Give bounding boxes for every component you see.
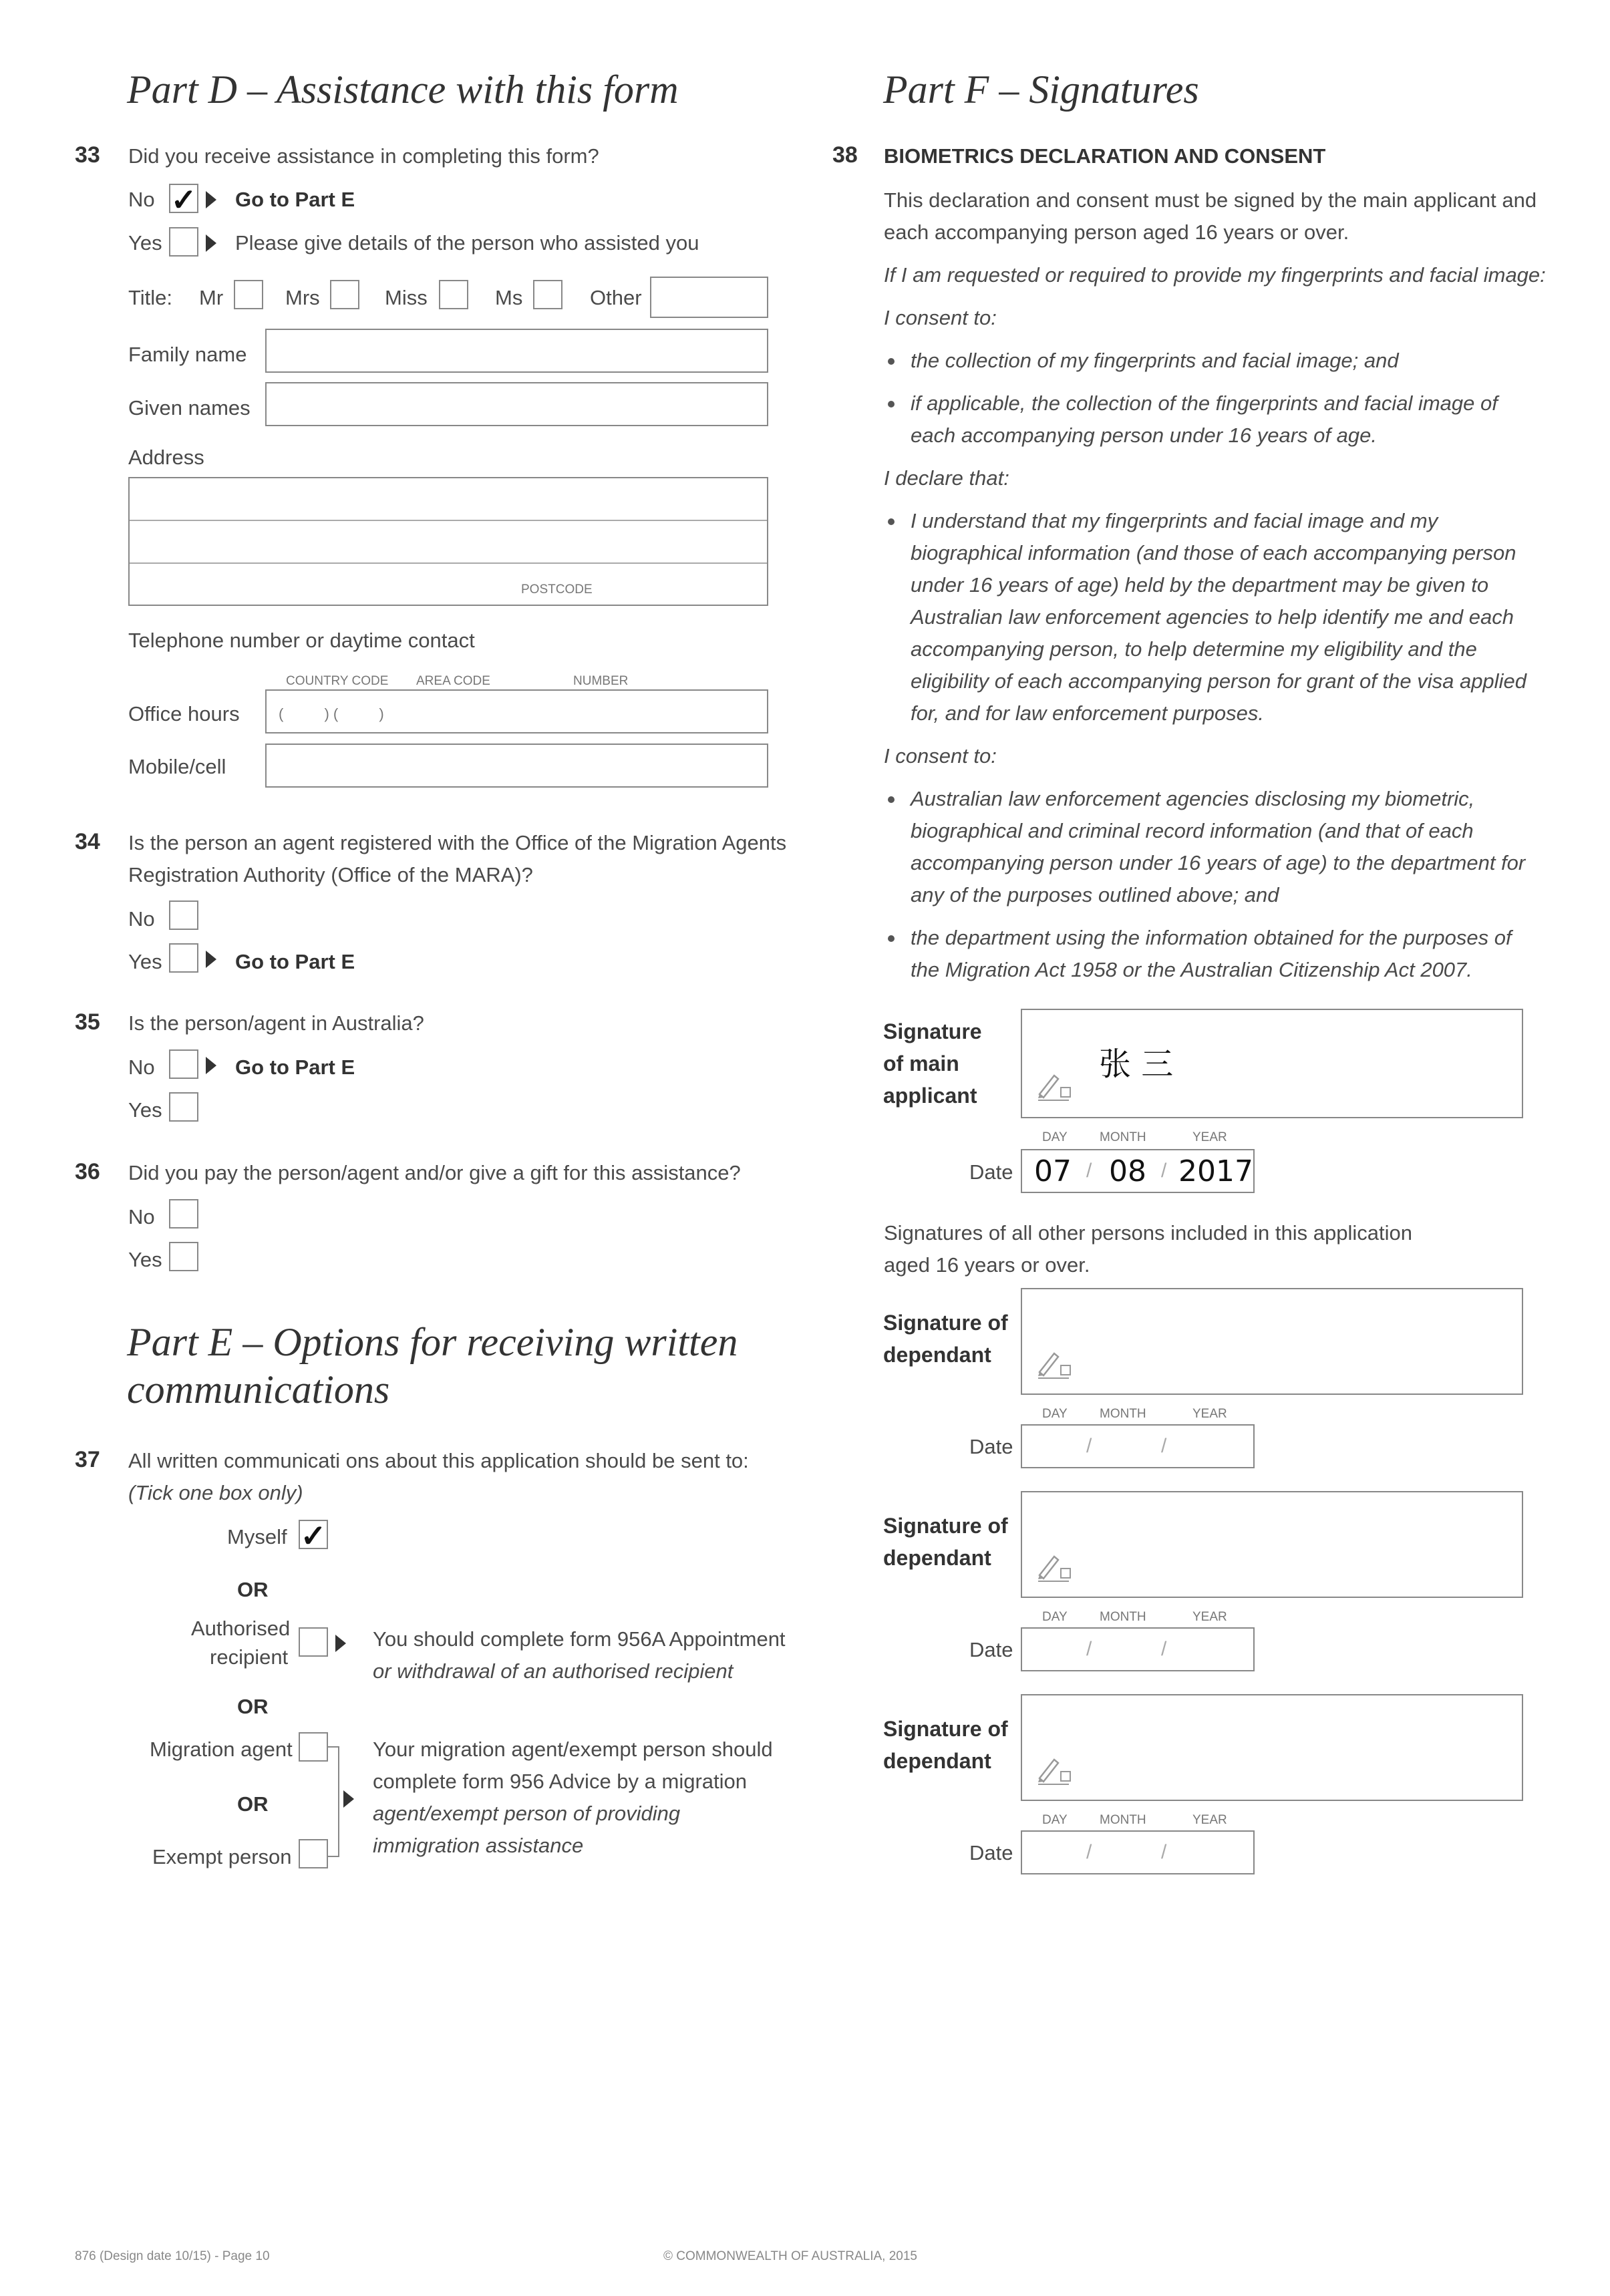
- given-names-label: Given names: [128, 396, 251, 420]
- declaration-bullet-line: any of the purposes outlined above; and: [911, 883, 1279, 907]
- title-mr-checkbox[interactable]: [234, 280, 263, 309]
- question-36-text: Did you pay the person/agent and/or give a gift for this assistance?: [128, 1161, 741, 1184]
- q38-intro-line1: This declaration and consent must be signed by the main applicant and: [884, 188, 1537, 212]
- dependant-day-label: DAY: [1042, 1610, 1068, 1624]
- declaration-bullet-item: [884, 387, 1525, 452]
- arrow-icon: [206, 191, 216, 208]
- q34-yes-checkbox[interactable]: [169, 943, 198, 973]
- migration-agent-label: Migration agent: [150, 1738, 293, 1761]
- question-35-number: 35: [75, 1009, 100, 1035]
- others-note-line2: aged 16 years or over.: [884, 1253, 1090, 1277]
- part-f-heading: Part F – Signatures: [883, 67, 1199, 112]
- question-38-title: BIOMETRICS DECLARATION AND CONSENT: [884, 144, 1326, 168]
- myself-checkbox[interactable]: ✓: [299, 1520, 328, 1549]
- title-miss-label: Miss: [385, 286, 428, 309]
- bracket-connector: [328, 1746, 339, 1857]
- date-separator: /: [1161, 1638, 1167, 1660]
- pen-icon: [1034, 1753, 1074, 1786]
- authorised-note-line1: You should complete form 956A Appointment: [373, 1627, 786, 1651]
- question-37-instruction: (Tick one box only): [128, 1481, 303, 1504]
- title-ms-label: Ms: [495, 286, 523, 309]
- declaration-bullet-line: eligibility of each accompanying person for grant of the visa applied: [911, 669, 1526, 693]
- declaration-section-label: I declare that:: [884, 466, 1009, 490]
- authorised-recipient-label-line1: Authorised: [191, 1617, 291, 1640]
- country-code-label: COUNTRY CODE: [286, 674, 389, 688]
- dependant-date-label: Date: [969, 1841, 1013, 1864]
- declaration-bullet-item: [884, 345, 1525, 377]
- question-34-number: 34: [75, 829, 100, 854]
- declaration-section-label: I consent to:: [884, 306, 997, 329]
- dependant-signature-label: [883, 1307, 1008, 1371]
- title-label: Title:: [128, 286, 173, 309]
- main-applicant-signature: 张 三: [1099, 1045, 1174, 1083]
- others-note-line1: Signatures of all other persons included in this application: [884, 1221, 1412, 1245]
- q36-no-checkbox[interactable]: [169, 1199, 198, 1228]
- telephone-label: Telephone number or daytime contact: [128, 629, 475, 652]
- q34-no-label: No: [128, 907, 155, 931]
- title-other-input[interactable]: [650, 277, 768, 318]
- mobile-label: Mobile/cell: [128, 755, 226, 778]
- arrow-icon: [206, 951, 216, 968]
- declaration-bullet-line: under 16 years of age) held by the department may be given to: [911, 573, 1489, 597]
- main-day-label: DAY: [1042, 1130, 1068, 1144]
- main-signature-label-line1: Signature: [883, 1019, 982, 1043]
- q33-yes-label: Yes: [128, 231, 162, 255]
- dependant-date-input[interactable]: [1021, 1627, 1255, 1671]
- agent-note-line4: immigration assistance: [373, 1834, 584, 1857]
- q35-yes-label: Yes: [128, 1098, 162, 1122]
- dependant-signature-label-line2: dependant: [883, 1749, 991, 1773]
- declaration-bullet-line: the department using the information obtained for the purposes of: [911, 926, 1512, 949]
- title-ms-checkbox[interactable]: [533, 280, 562, 309]
- title-mrs-label: Mrs: [285, 286, 320, 309]
- declaration-bullet-line: Australian law enforcement agencies disclosing my biometric,: [911, 787, 1475, 810]
- authorised-recipient-checkbox[interactable]: [299, 1627, 328, 1657]
- address-line-divider: [130, 562, 767, 564]
- declaration-bullet-line: accompanying person under 16 years of age) to the department for: [911, 851, 1526, 874]
- office-hours-label: Office hours: [128, 702, 240, 725]
- date-separator: /: [1086, 1638, 1092, 1660]
- q36-no-label: No: [128, 1205, 155, 1228]
- main-date-label: Date: [969, 1160, 1013, 1184]
- family-name-input[interactable]: [265, 329, 768, 373]
- declaration-bullet-line: for, and for law enforcement purposes.: [911, 701, 1265, 725]
- dependant-year-label: YEAR: [1192, 1407, 1227, 1421]
- or-separator: OR: [237, 1578, 269, 1601]
- q33-no-label: No: [128, 188, 155, 211]
- declaration-bullet-line: I understand that my fingerprints and facial image and my: [911, 509, 1438, 532]
- exempt-person-checkbox[interactable]: [299, 1839, 328, 1868]
- declaration-bullet-line: biographical and criminal record information (and that of each: [911, 819, 1474, 842]
- pen-icon: [1034, 1347, 1074, 1380]
- or-separator: OR: [237, 1695, 269, 1718]
- q33-no-checkbox[interactable]: ✓: [169, 184, 198, 213]
- question-36-number: 36: [75, 1159, 100, 1184]
- q36-yes-label: Yes: [128, 1248, 162, 1271]
- question-33-text: Did you receive assistance in completing this form?: [128, 144, 599, 168]
- dependant-year-label: YEAR: [1192, 1610, 1227, 1624]
- dependant-month-label: MONTH: [1100, 1610, 1146, 1624]
- question-35-text: Is the person/agent in Australia?: [128, 1011, 424, 1035]
- area-code-label: AREA CODE: [416, 674, 490, 688]
- bullet-dot-icon: [888, 518, 895, 525]
- declaration-bullet-line: if applicable, the collection of the fingerprints and facial image of: [911, 391, 1498, 415]
- main-signature-label-line2: of main: [883, 1051, 959, 1076]
- dependant-signature-label-line2: dependant: [883, 1343, 991, 1367]
- dependant-signature-box[interactable]: [1021, 1288, 1523, 1395]
- arrow-icon: [335, 1635, 346, 1652]
- q38-intro-line2: each accompanying person aged 16 years or over.: [884, 220, 1349, 244]
- main-signature-box[interactable]: [1021, 1009, 1523, 1118]
- q34-yes-label: Yes: [128, 950, 162, 973]
- declaration-bullet-line: biographical information (and those of each accompanying person: [911, 541, 1516, 564]
- q34-goto-part-e: Go to Part E: [235, 950, 355, 973]
- q33-goto-part-e: Go to Part E: [235, 188, 355, 211]
- declaration-bullet-line: Australian law enforcement agencies to help identify me and each: [911, 605, 1514, 629]
- dependant-day-label: DAY: [1042, 1813, 1068, 1827]
- given-names-input[interactable]: [265, 382, 768, 426]
- date-separator: /: [1086, 1435, 1092, 1457]
- question-34-text-line1: Is the person an agent registered with the Office of the Migration Agents: [128, 831, 787, 854]
- part-d-heading: Part D – Assistance with this form: [127, 67, 679, 112]
- declaration-bullet-line: the Migration Act 1958 or the Australian Citizenship Act 2007.: [911, 958, 1472, 981]
- dependant-signature-label-line1: Signature of: [883, 1717, 1008, 1741]
- or-separator: OR: [237, 1792, 269, 1816]
- dependant-signature-label: [883, 1713, 1008, 1777]
- dependant-date-input[interactable]: [1021, 1424, 1255, 1468]
- authorised-note-line2: or withdrawal of an authorised recipient: [373, 1659, 734, 1683]
- q33-yes-checkbox[interactable]: [169, 227, 198, 257]
- part-e-heading-line2: communications: [127, 1367, 390, 1412]
- migration-agent-checkbox[interactable]: [299, 1732, 328, 1762]
- declaration-text-block: [884, 302, 1525, 997]
- main-month-label: MONTH: [1100, 1130, 1146, 1144]
- q38-condition: If I am requested or required to provide my fingerprints and facial image:: [884, 263, 1546, 287]
- declaration-bullet-line: each accompanying person under 16 years of age.: [911, 424, 1377, 447]
- main-date-input[interactable]: [1021, 1149, 1255, 1193]
- date-separator: /: [1161, 1841, 1167, 1863]
- declaration-bullet-line: the collection of my fingerprints and facial image; and: [911, 349, 1399, 372]
- address-input[interactable]: [128, 477, 768, 606]
- main-signature-label-line3: applicant: [883, 1084, 977, 1108]
- date-separator: /: [1086, 1841, 1092, 1863]
- q35-goto-part-e: Go to Part E: [235, 1055, 355, 1079]
- dependant-year-label: YEAR: [1192, 1813, 1227, 1827]
- dependant-month-label: MONTH: [1100, 1407, 1146, 1421]
- office-hours-brackets: ( ) ( ): [279, 705, 384, 722]
- question-34-text-line2: Registration Authority (Office of the MARA)?: [128, 863, 533, 886]
- authorised-recipient-label-line2: recipient: [210, 1645, 289, 1669]
- main-year-label: YEAR: [1192, 1130, 1227, 1144]
- office-hours-input[interactable]: [265, 689, 768, 733]
- main-date-year: 2017: [1178, 1154, 1253, 1188]
- dependant-day-label: DAY: [1042, 1407, 1068, 1421]
- family-name-label: Family name: [128, 343, 247, 366]
- main-signature-label: [883, 1015, 982, 1112]
- dependant-date-label: Date: [969, 1435, 1013, 1458]
- dependant-signature-label: [883, 1510, 1008, 1574]
- number-label: NUMBER: [573, 674, 629, 688]
- q35-no-checkbox[interactable]: [169, 1049, 198, 1079]
- date-separator: /: [1086, 1160, 1092, 1182]
- declaration-bullet-item: [884, 783, 1525, 911]
- myself-label: Myself: [227, 1525, 287, 1548]
- agent-note-line3: agent/exempt person of providing: [373, 1802, 681, 1825]
- q35-yes-checkbox[interactable]: [169, 1092, 198, 1122]
- dependant-signature-label-line1: Signature of: [883, 1311, 1008, 1335]
- agent-note-line2: complete form 956 Advice by a migration: [373, 1770, 747, 1793]
- title-other-label: Other: [590, 286, 642, 309]
- q34-no-checkbox[interactable]: [169, 900, 198, 930]
- mobile-input[interactable]: [265, 744, 768, 788]
- postcode-label: POSTCODE: [521, 583, 593, 597]
- declaration-section-label: I consent to:: [884, 744, 997, 768]
- address-line-divider: [130, 520, 767, 521]
- question-38-number: 38: [832, 142, 858, 168]
- q35-no-label: No: [128, 1055, 155, 1079]
- pen-icon: [1034, 1069, 1074, 1102]
- date-separator: /: [1161, 1435, 1167, 1457]
- arrow-icon: [206, 234, 216, 252]
- address-label: Address: [128, 446, 204, 469]
- title-mrs-checkbox[interactable]: [330, 280, 359, 309]
- dependant-signature-box[interactable]: [1021, 1491, 1523, 1598]
- q33-yes-instruction: Please give details of the person who assisted you: [235, 231, 699, 255]
- dependant-signature-label-line2: dependant: [883, 1546, 991, 1570]
- question-37-text: All written communicati ons about this application should be sent to:: [128, 1449, 749, 1472]
- declaration-bullet-item: [884, 922, 1525, 986]
- main-date-day: 07: [1034, 1154, 1072, 1188]
- bullet-dot-icon: [888, 796, 895, 803]
- dependant-date-input[interactable]: [1021, 1830, 1255, 1874]
- bullet-dot-icon: [888, 358, 895, 365]
- arrow-icon: [206, 1057, 216, 1074]
- dependant-signature-label-line1: Signature of: [883, 1514, 1008, 1538]
- dependant-month-label: MONTH: [1100, 1813, 1146, 1827]
- bullet-dot-icon: [888, 935, 895, 942]
- footer-page-info: 876 (Design date 10/15) - Page 10: [75, 2249, 270, 2263]
- title-miss-checkbox[interactable]: [439, 280, 468, 309]
- title-mr-label: Mr: [199, 286, 224, 309]
- pen-icon: [1034, 1550, 1074, 1583]
- q36-yes-checkbox[interactable]: [169, 1242, 198, 1271]
- declaration-bullet-item: [884, 505, 1525, 729]
- main-date-month: 08: [1109, 1154, 1146, 1188]
- date-separator: /: [1161, 1160, 1167, 1182]
- footer-copyright: © COMMONWEALTH OF AUSTRALIA, 2015: [663, 2249, 917, 2263]
- declaration-bullet-line: accompanying person, to help determine my eligibility and the: [911, 637, 1477, 661]
- agent-note-line1: Your migration agent/exempt person should: [373, 1738, 773, 1761]
- arrow-icon: [343, 1790, 354, 1808]
- dependant-date-label: Date: [969, 1638, 1013, 1661]
- exempt-person-label: Exempt person: [152, 1845, 292, 1868]
- question-33-number: 33: [75, 142, 100, 168]
- dependant-signature-box[interactable]: [1021, 1694, 1523, 1801]
- part-e-heading-line1: Part E – Options for receiving written: [127, 1320, 738, 1364]
- bullet-dot-icon: [888, 401, 895, 407]
- question-37-number: 37: [75, 1447, 100, 1472]
